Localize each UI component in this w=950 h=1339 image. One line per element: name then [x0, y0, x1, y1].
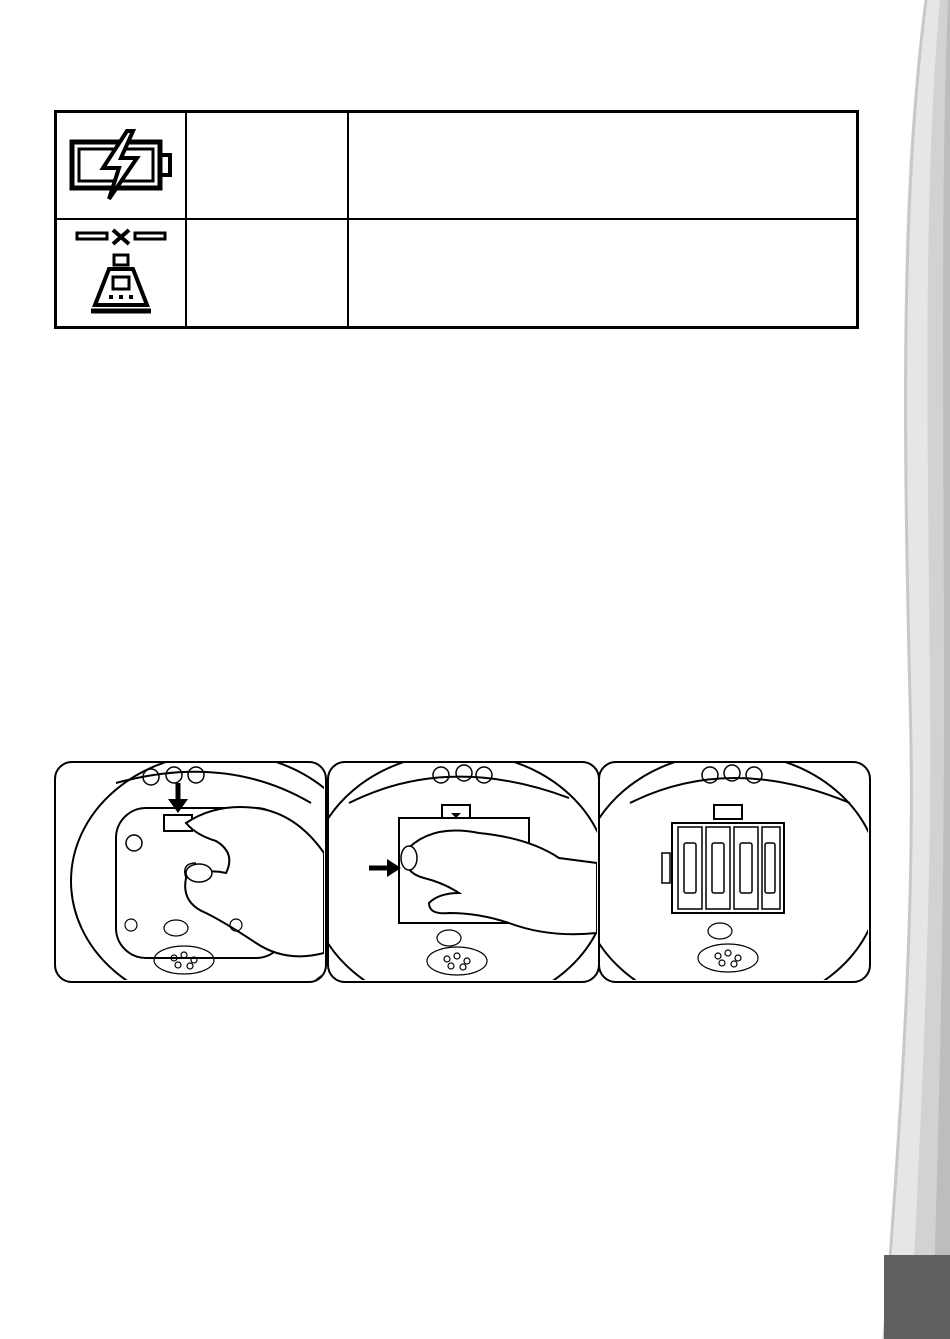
battery-step-2-illustration [327, 761, 600, 983]
press-latch-icon [56, 763, 324, 980]
table-row-1-label-cell [187, 113, 349, 220]
table-row-2-description-cell [349, 220, 856, 327]
battery-step-1-illustration [54, 761, 327, 983]
page-edge-tab [884, 1255, 950, 1339]
table-row-1-icon-cell [57, 113, 187, 220]
status-icon-table [54, 110, 859, 329]
table-row-2-description [349, 220, 856, 240]
table-row-1-description [349, 113, 856, 133]
no-connection-device-icon [71, 227, 171, 319]
low-battery-charging-icon [69, 128, 173, 202]
batteries-installed-icon [600, 763, 868, 980]
lift-cover-icon [329, 763, 597, 980]
table-row-2-label [187, 220, 347, 240]
table-row-1-label [187, 113, 347, 133]
table-row-1-description-cell [349, 113, 856, 220]
table-row-2-icon-cell [57, 220, 187, 327]
table-row-2-label-cell [187, 220, 349, 327]
battery-step-3-illustration [598, 761, 871, 983]
